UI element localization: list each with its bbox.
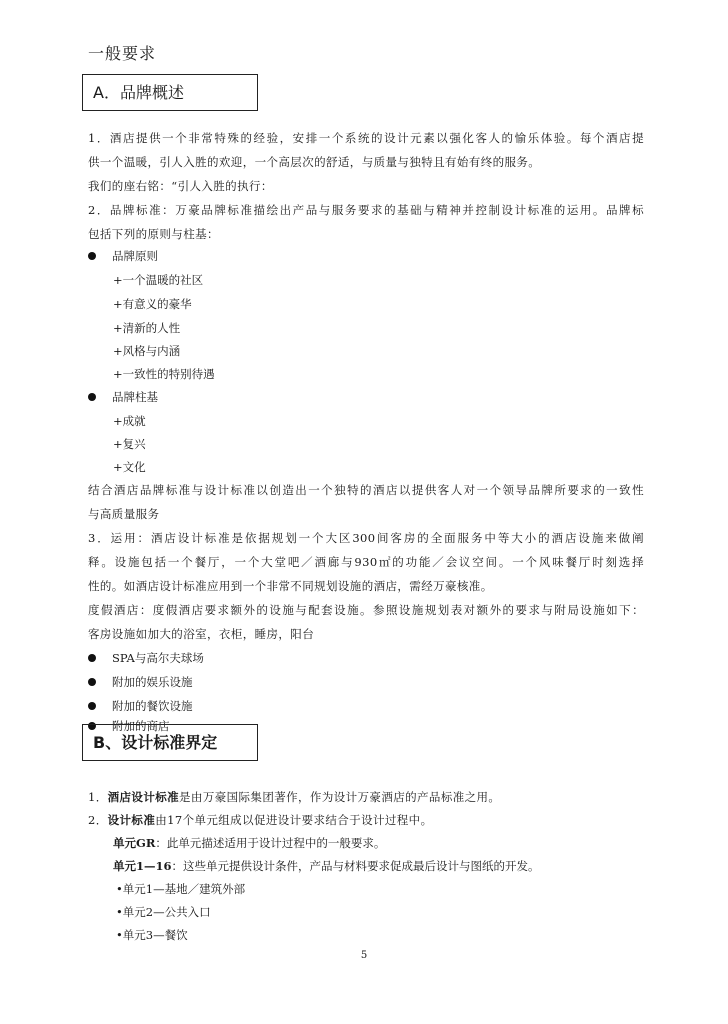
resort-line-1: 度假酒店：度假酒店要求额外的设施与配套设施。参照设施规划表对额外的要求与附局设施如下： bbox=[88, 603, 644, 617]
bullet-dot-icon bbox=[88, 654, 96, 662]
page-number: 5 bbox=[360, 950, 368, 961]
pillar-item: +复兴 bbox=[113, 437, 146, 451]
section-b-title-box bbox=[82, 724, 258, 761]
paragraph-3-line-1: 3．运用：酒店设计标准是依据规划一个大区300间客房的全面服务中等大小的酒店设施来做阐 bbox=[88, 531, 644, 545]
resort-item-label: SPA与高尔夫球场 bbox=[112, 651, 204, 665]
list-number: 1． bbox=[88, 790, 108, 804]
paragraph-1-line-2: 供一个温暖，引人入胜的欢迎，一个高层次的舒适，与质量与独特且有始有终的服务。 bbox=[88, 155, 541, 169]
list-number: 2． bbox=[88, 813, 108, 827]
unit-gr-line bbox=[113, 832, 385, 854]
paragraph-3-line-3: 性的。如酒店设计标准应用到一个非常不同规划设施的酒店，需经万豪核准。 bbox=[88, 579, 493, 593]
bullet-dot-icon bbox=[88, 252, 96, 260]
section-b-title: B、设计标准界定 bbox=[93, 733, 218, 752]
paragraph-2-line-2: 包括下列的原则与柱基： bbox=[88, 227, 219, 241]
principle-item: +风格与内涵 bbox=[113, 344, 181, 358]
resort-item-label: 附加的娱乐设施 bbox=[112, 675, 193, 689]
bullet-dot-icon bbox=[88, 702, 96, 710]
principles-label: 品牌原则 bbox=[112, 249, 158, 263]
paragraph-3-line-2: 释。设施包括一个餐厅，一个大堂吧／酒廊与930㎡的功能／会议空间。一个风味餐厅时刻选择 bbox=[88, 555, 644, 569]
paragraph-1-line-1: 1．酒店提供一个非常特殊的经验，安排一个系统的设计元素以强化客人的愉乐体验。每个酒店提 bbox=[88, 131, 644, 145]
bold-term: 设计标准 bbox=[107, 813, 156, 827]
pillar-item: +文化 bbox=[113, 460, 146, 474]
resort-line-2: 客房设施如加大的浴室，衣柜，睡房，阳台 bbox=[88, 627, 315, 641]
resort-item-label: 附加的餐饮设施 bbox=[112, 699, 193, 713]
resort-item-label: 附加的商店 bbox=[112, 719, 170, 733]
bold-term: 单元1—16 bbox=[113, 859, 172, 873]
pillars-label: 品牌柱基 bbox=[112, 390, 158, 404]
principle-item: +一致性的特别待遇 bbox=[113, 367, 215, 381]
unit-item: •单元2—公共入口 bbox=[116, 905, 211, 919]
bold-term: 单元GR bbox=[113, 836, 156, 850]
pillar-item: +成就 bbox=[113, 414, 146, 428]
page-heading: 一般要求 bbox=[88, 44, 157, 63]
line-text: ：此单元描述适用于设计过程中的一般要求。 bbox=[155, 836, 386, 850]
unit-item: •单元3—餐饮 bbox=[116, 928, 188, 942]
bullet-dot-icon bbox=[88, 678, 96, 686]
combine-line-2: 与高质量服务 bbox=[88, 507, 160, 521]
paragraph-2-line-1: 2．品牌标准：万豪品牌标准描绘出产品与服务要求的基础与精神并控制设计标准的运用。品牌标 bbox=[88, 203, 644, 217]
unit-1-16-line bbox=[113, 855, 540, 877]
bullet-dot-icon bbox=[88, 393, 96, 401]
principle-item: +清新的人性 bbox=[113, 321, 181, 335]
section-a-title-box bbox=[82, 74, 258, 111]
motto-line: 我们的座右铭：“引人入胜的执行： bbox=[88, 179, 273, 193]
principle-item: +一个温暖的社区 bbox=[113, 273, 204, 287]
line-text: ：这些单元提供设计条件，产品与材料要求促成最后设计与图纸的开发。 bbox=[171, 859, 540, 873]
unit-item: •单元1—基地／建筑外部 bbox=[116, 882, 246, 896]
section-a-title: A．品牌概述 bbox=[93, 83, 184, 102]
section-b-line-2 bbox=[88, 809, 644, 831]
line-text: 是由万豪国际集团著作，作为设计万豪酒店的产品标准之用。 bbox=[179, 790, 501, 804]
principle-item: +有意义的豪华 bbox=[113, 297, 192, 311]
section-b-line-1 bbox=[88, 786, 644, 808]
combine-line-1: 结合酒店品牌标准与设计标准以创造出一个独特的酒店以提供客人对一个领导品牌所要求的一致性 bbox=[88, 483, 644, 497]
bold-term: 酒店设计标准 bbox=[107, 790, 180, 804]
line-text: 由17个单元组成以促进设计要求结合于设计过程中。 bbox=[155, 813, 433, 827]
